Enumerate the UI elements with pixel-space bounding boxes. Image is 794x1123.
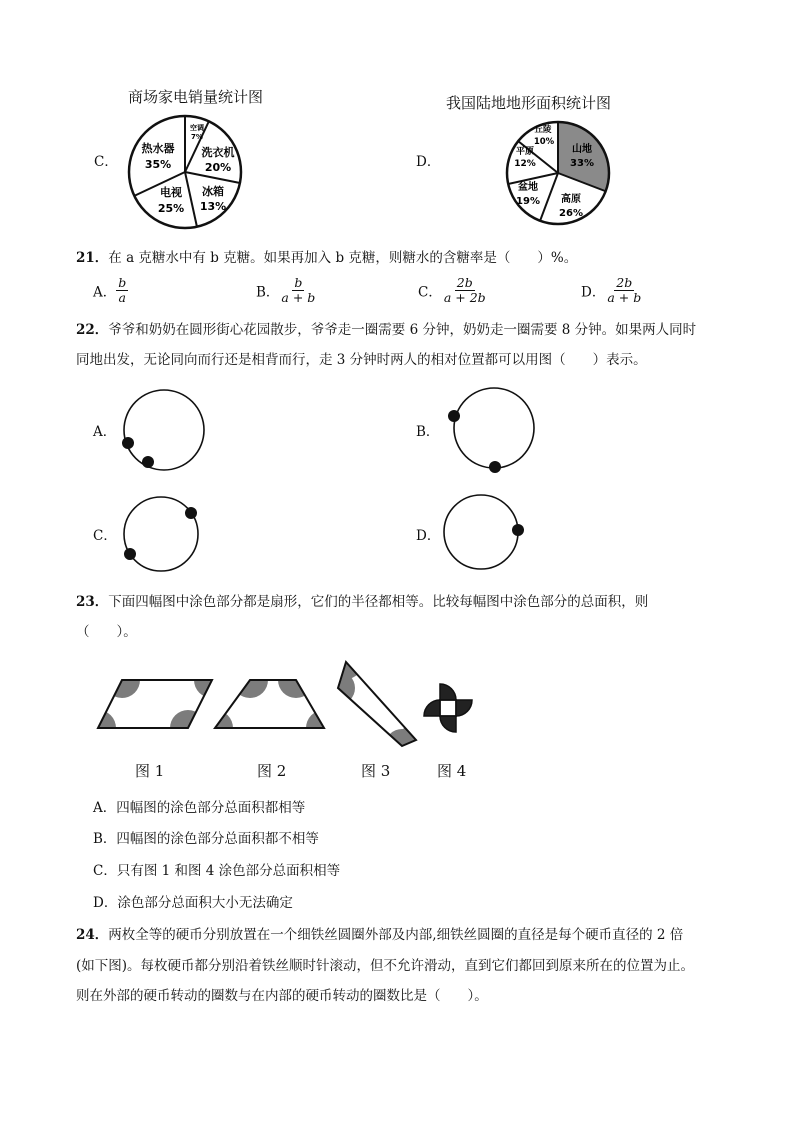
walker-dot xyxy=(448,410,460,422)
figure-3-quadrilateral xyxy=(332,658,422,750)
figure-4-label: 图 4 xyxy=(437,762,467,780)
fraction-denominator: a + b xyxy=(281,290,316,305)
pie-c-slice-pct: 20% xyxy=(204,161,232,174)
fraction-numerator: b xyxy=(118,275,127,290)
fraction-denominator: a xyxy=(118,290,126,305)
pie-c-slice-label: 洗衣机 xyxy=(201,146,235,159)
pie-d-slice-pct: 26% xyxy=(559,208,583,219)
q20-option-c-label: C． xyxy=(94,154,118,170)
walker-dot xyxy=(142,456,154,468)
pie-d-slice-label: 盆地 xyxy=(518,182,538,193)
pie-c-slice-label: 热水器 xyxy=(141,142,175,155)
q22-option-c-label[interactable]: C． xyxy=(93,528,117,544)
q22-option-d-label[interactable]: D． xyxy=(416,528,441,544)
shaded-sector xyxy=(212,710,233,734)
chart-c-title: 商场家电销量统计图 xyxy=(128,88,264,106)
shaded-sector xyxy=(456,700,472,716)
figure-2-label: 图 2 xyxy=(257,762,287,780)
fraction-numerator: 2b xyxy=(456,275,473,290)
pie-d-shaded-slice xyxy=(558,122,608,191)
pie-c-slice-pct: 13% xyxy=(199,200,227,213)
pie-d-slice-pct: 19% xyxy=(516,196,540,207)
walker-dot xyxy=(122,437,134,449)
q22-stem-line1 xyxy=(76,320,696,340)
pie-d-slice-label: 高原 xyxy=(561,194,581,205)
q23-option-a[interactable]: A．四幅图的涂色部分总面积都相等 xyxy=(93,800,306,816)
shaded-sector xyxy=(306,710,328,734)
shaded-sector xyxy=(440,716,456,732)
q24-stem-line2: (如下图)。每枚硬币都分别沿着铁丝顺时针滚动，但不允许滑动，直到它们都回到原来所在的位置为止。 xyxy=(76,958,695,974)
question-text: 下面四幅图中涂色部分都是扇形，它们的半径都相等。比较每幅图中涂色部分的总面积，则 xyxy=(108,594,649,610)
circle-figure-a xyxy=(118,386,210,478)
q23-stem-line1 xyxy=(76,592,648,612)
q23-option-d[interactable]: D．涂色部分总面积大小无法确定 xyxy=(93,895,293,911)
pie-c-slice-pct: 25% xyxy=(157,202,185,215)
pie-c-slice-label: 空调 xyxy=(190,124,204,132)
pie-d-slice-label: 丘陵 xyxy=(534,125,552,135)
q21-option-a[interactable] xyxy=(93,276,128,305)
pie-c-slice-label: 冰箱 xyxy=(202,185,224,198)
circle-figure-b xyxy=(446,384,538,476)
fraction-numerator: b xyxy=(294,275,303,290)
q23-stem-line2: （ ）。 xyxy=(76,624,137,640)
pie-d-slice-pct: 12% xyxy=(514,159,536,169)
q23-option-b[interactable]: B．四幅图的涂色部分总面积都不相等 xyxy=(93,831,319,847)
q22-option-b-label[interactable]: B． xyxy=(416,424,440,440)
center-square xyxy=(440,700,456,716)
walker-dot xyxy=(489,461,501,473)
fraction-denominator: a + 2b xyxy=(443,290,486,305)
figure-4-pinwheel xyxy=(420,680,476,736)
q21-option-d[interactable] xyxy=(581,276,643,305)
q24-stem-line3: 则在外部的硬币转动的圈数与在内部的硬币转动的圈数比是（ ）。 xyxy=(76,988,488,1004)
figure-3-label: 图 3 xyxy=(361,762,391,780)
pie-chart-c xyxy=(125,112,245,232)
shaded-sector xyxy=(440,684,456,700)
q21-option-b[interactable] xyxy=(256,276,317,305)
shaded-sector xyxy=(170,710,206,734)
walker-dot xyxy=(512,524,524,536)
circle-figure-d xyxy=(442,494,534,574)
pie-d-slice-label: 平原 xyxy=(515,147,535,157)
question-number: 24． xyxy=(76,927,109,943)
pie-d-divider xyxy=(540,173,558,221)
fraction-denominator: a + b xyxy=(607,290,642,305)
q24-stem-line1 xyxy=(76,925,683,945)
q21-option-c[interactable] xyxy=(418,276,488,305)
circle-figure-c xyxy=(118,494,210,574)
figure-2-trapezoid xyxy=(212,676,328,734)
pie-c-slice-label: 电视 xyxy=(160,186,182,199)
chart-d-title: 我国陆地地形面积统计图 xyxy=(446,94,612,112)
question-text: 两枚全等的硬币分别放置在一个细铁丝圆圈外部及内部,细铁丝圆圈的直径是每个硬币直径的 2 倍 xyxy=(108,927,684,943)
pie-d-slice-label: 山地 xyxy=(572,144,592,155)
q21-stem xyxy=(76,248,577,268)
question-number: 21． xyxy=(76,250,109,266)
pie-c-slice-pct: 35% xyxy=(144,158,172,171)
q23-option-c[interactable]: C．只有图 1 和图 4 涂色部分总面积相等 xyxy=(93,863,341,879)
figure-1-label: 图 1 xyxy=(135,762,165,780)
question-text: 爷爷和奶奶在圆形街心花园散步，爷爷走一圈需要 6 分钟，奶奶走一圈需要 8 分钟。如果两人同时 xyxy=(108,322,697,338)
option-label: B． xyxy=(256,284,280,301)
walker-dot xyxy=(185,507,197,519)
pie-d-slice-pct: 33% xyxy=(570,158,594,169)
q22-stem-line2: 同地出发，无论同向而行还是相背而行，走 3 分钟时两人的相对位置都可以用图（ ）表示。 xyxy=(76,352,647,368)
option-label: D． xyxy=(581,284,606,301)
figure-1-parallelogram xyxy=(96,676,216,734)
pie-c-slice-pct: 7% xyxy=(191,133,203,141)
question-number: 23． xyxy=(76,594,109,610)
question-number: 22． xyxy=(76,322,109,338)
option-label: A． xyxy=(93,284,117,301)
shaded-sector xyxy=(424,700,440,716)
option-label: C． xyxy=(418,284,442,301)
fraction-numerator: 2b xyxy=(616,275,633,290)
q22-option-a-label[interactable]: A． xyxy=(93,424,117,440)
q20-option-d-label: D． xyxy=(416,154,441,170)
walker-dot xyxy=(124,548,136,560)
question-text: 在 a 克糖水中有 b 克糖。如果再加入 b 克糖，则糖水的含糖率是（ ）%。 xyxy=(108,250,578,266)
pie-chart-d xyxy=(503,118,613,228)
pie-d-slice-pct: 10% xyxy=(533,137,555,147)
